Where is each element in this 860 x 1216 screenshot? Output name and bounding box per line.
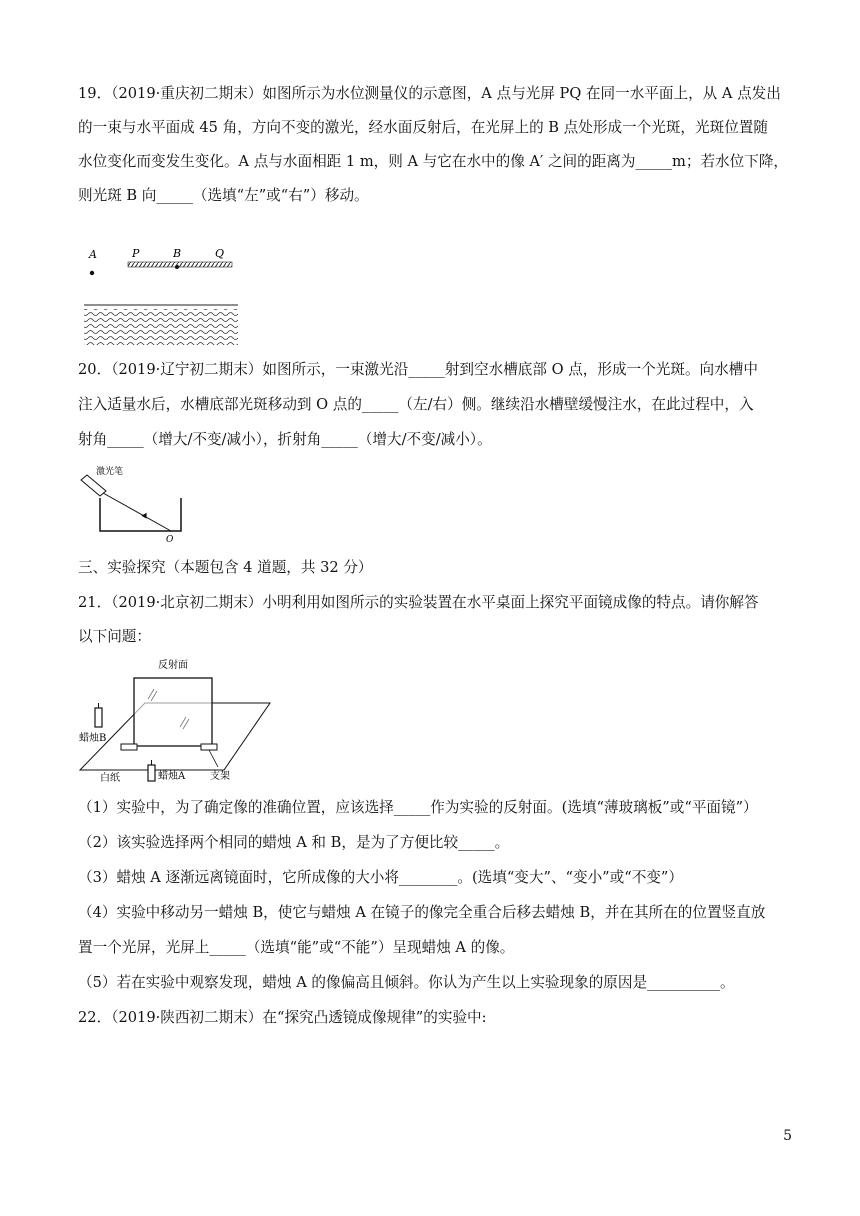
- q19-line-1: 19．（2019·重庆初二期末）如图所示为水位测量仪的示意图，A 点与光屏 PQ 在同一水平面上，从 A 点发出: [78, 85, 781, 102]
- candle-a-icon: [148, 765, 155, 781]
- laser-beam: [103, 493, 171, 531]
- q21-item-2: （2）该实验选择两个相同的蜡烛 A 和 B，是为了方便比较_____。: [78, 834, 510, 851]
- glass-plate: [134, 678, 212, 746]
- point-a-dot: [90, 271, 94, 275]
- stand-right: [201, 744, 217, 750]
- water-body: [84, 309, 238, 345]
- q19-line-2: 的一束与水平面成 45 角，方向不变的激光，经水面反射后，在光屏上的 B 点处形成一个光斑，光斑位置随: [78, 119, 768, 136]
- label-q: Q: [215, 247, 225, 260]
- laser-pen-icon: [81, 475, 106, 496]
- label-a: A: [89, 248, 97, 261]
- q21-item-4: （4）实验中移动另一蜡烛 B，使它与蜡烛 A 在镜子的像完全重合后移去蜡烛 B，并在其所在的位置竖直放: [78, 904, 766, 921]
- q19-line-4: 则光斑 B 向_____（选填“左”或“右”）移动。: [78, 187, 369, 204]
- q20-line-3: 射角_____（增大/不变/减小），折射角_____（增大/不变/减小）。: [78, 431, 492, 448]
- stand-left: [121, 744, 137, 750]
- q21-item-3: （3）蜡烛 A 逐渐远离镜面时，它所成像的大小将________。(选填“变大”、“变小”或“不变”）: [78, 869, 683, 886]
- q21-line-1: 21．（2019·北京初二期末）小明利用如图所示的实验装置在水平桌面上探究平面镜成像的特点。请你解答: [78, 594, 759, 611]
- page-number: 5: [783, 1128, 792, 1144]
- q21-item-1: （1）实验中，为了确定像的准确位置，应该选择_____作为实验的反射面。(选填“薄玻璃板”或“平面镜”）: [78, 799, 758, 816]
- q21-item-5: （5）若在实验中观察发现，蜡烛 A 的像偏高且倾斜。你认为产生以上实验现象的原因是__________。: [78, 974, 735, 991]
- label-o: O: [166, 535, 174, 542]
- q22-line-1: 22．（2019·陕西初二期末）在“探究凸透镜成像规律”的实验中:: [78, 1009, 487, 1026]
- point-b-dot: [175, 265, 179, 269]
- arrow-icon: [141, 513, 149, 520]
- q20-line-2: 注入适量水后，水槽底部光斑移动到 O 点的_____（左/右）侧。继续沿水槽壁缓慢注水，在此过程中，入: [78, 396, 754, 413]
- label-candle-b: 蜡烛B: [79, 733, 107, 744]
- screen-pq: [128, 262, 232, 267]
- candle-b-icon: [95, 708, 102, 727]
- label-stand: 支架: [210, 771, 230, 782]
- label-laser-pen: 激光笔: [96, 467, 124, 477]
- q19-line-3: 水位变化而变发生变化。A 点与水面相距 1 m，则 A 与它在水中的像 A′ 之间的距离为_____m；若水位下降，: [78, 153, 789, 170]
- label-p: P: [132, 247, 140, 260]
- water-level-figure: [78, 245, 243, 347]
- section-heading: 三、实验探究（本题包含 4 道题，共 32 分）: [78, 559, 373, 576]
- q21-item-4-cont: 置一个光屏，光屏上_____（选填“能”或“不能”）呈现蜡烛 A 的像。: [78, 939, 515, 956]
- label-white-paper: 白纸: [100, 773, 120, 784]
- label-candle-a: 蜡烛A: [158, 771, 186, 782]
- label-reflect-surface: 反射面: [158, 660, 188, 671]
- label-b: B: [173, 247, 182, 260]
- q21-line-2: 以下问题：: [78, 628, 151, 645]
- laser-tank-figure: [78, 462, 196, 542]
- plane-mirror-figure: [78, 655, 274, 785]
- q20-line-1: 20．（2019·辽宁初二期末）如图所示，一束激光沿_____射到空水槽底部 O 点，形成一个光斑。向水槽中: [78, 361, 758, 378]
